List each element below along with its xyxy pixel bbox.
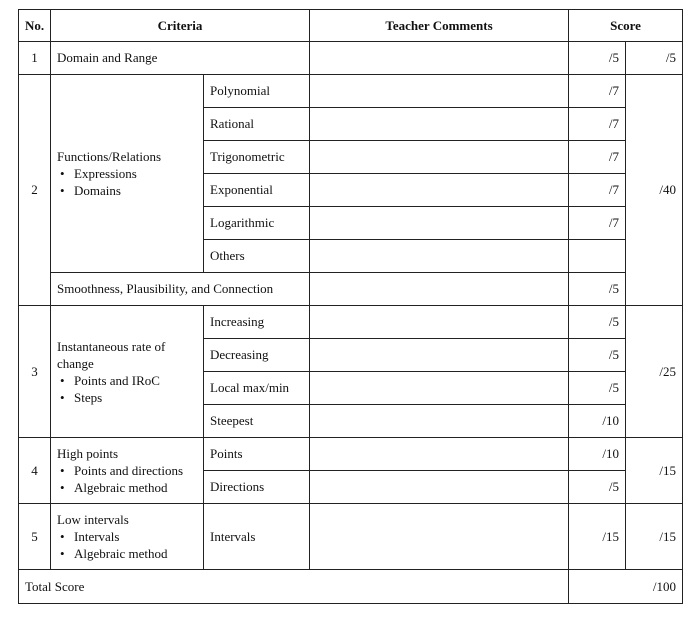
table-row xyxy=(19,306,683,339)
sub-criteria-cell: Rational xyxy=(204,108,310,141)
criteria-bullet: • Points and IRoC xyxy=(74,372,197,389)
criteria-bullet: • Algebraic method xyxy=(74,479,197,496)
score-cell: /7 xyxy=(569,75,626,108)
table-row xyxy=(19,438,683,471)
sub-criteria-cell: Increasing xyxy=(204,306,310,339)
row-number: 4 xyxy=(19,438,51,504)
score-cell: /5 xyxy=(569,372,626,405)
table-row xyxy=(19,504,683,570)
criteria-bullet-list xyxy=(57,528,197,562)
criteria-group-title: Low intervals xyxy=(57,512,129,527)
criteria-bullet: • Intervals xyxy=(74,528,197,545)
sub-criteria-cell: Polynomial xyxy=(204,75,310,108)
criteria-bullet: • Points and directions xyxy=(74,462,197,479)
score-cell xyxy=(569,240,626,273)
total-score-cell: /5 xyxy=(626,42,683,75)
criteria-bullet-list xyxy=(57,462,197,496)
sub-criteria-cell: Exponential xyxy=(204,174,310,207)
criteria-bullet-list xyxy=(57,165,197,199)
sub-criteria-cell: Trigonometric xyxy=(204,141,310,174)
sub-criteria-cell: Local max/min xyxy=(204,372,310,405)
score-cell: /7 xyxy=(569,141,626,174)
total-score-value: /100 xyxy=(569,570,683,604)
comment-cell[interactable] xyxy=(310,174,569,207)
sub-criteria-cell: Others xyxy=(204,240,310,273)
score-cell: /10 xyxy=(569,438,626,471)
row-number: 3 xyxy=(19,306,51,438)
header-teacher-comments: Teacher Comments xyxy=(310,10,569,42)
row-number: 2 xyxy=(19,75,51,306)
comment-cell[interactable] xyxy=(310,273,569,306)
criteria-bullet: • Expressions xyxy=(74,165,197,182)
header-score: Score xyxy=(569,10,683,42)
header-criteria: Criteria xyxy=(51,10,310,42)
total-score-cell: /25 xyxy=(626,306,683,438)
comment-cell[interactable] xyxy=(310,108,569,141)
score-cell: /5 xyxy=(569,273,626,306)
total-score-label: Total Score xyxy=(19,570,569,604)
comment-cell[interactable] xyxy=(310,405,569,438)
row-number: 5 xyxy=(19,504,51,570)
rubric-table xyxy=(18,9,683,604)
total-score-cell: /40 xyxy=(626,75,683,306)
header-row xyxy=(19,10,683,42)
comment-cell[interactable] xyxy=(310,471,569,504)
criteria-cell: Smoothness, Plausibility, and Connection xyxy=(51,273,310,306)
score-cell: /10 xyxy=(569,405,626,438)
total-row xyxy=(19,570,683,604)
score-cell: /15 xyxy=(569,504,626,570)
table-row xyxy=(19,75,683,108)
criteria-group-cell xyxy=(51,306,204,438)
table-row xyxy=(19,42,683,75)
sub-criteria-cell: Directions xyxy=(204,471,310,504)
sub-criteria-cell: Decreasing xyxy=(204,339,310,372)
comment-cell[interactable] xyxy=(310,306,569,339)
comment-cell[interactable] xyxy=(310,240,569,273)
row-number: 1 xyxy=(19,42,51,75)
score-cell: /5 xyxy=(569,339,626,372)
criteria-bullet-list xyxy=(57,372,197,406)
criteria-group-cell xyxy=(51,75,204,273)
comment-cell[interactable] xyxy=(310,438,569,471)
comment-cell[interactable] xyxy=(310,372,569,405)
total-score-cell: /15 xyxy=(626,438,683,504)
score-cell: /7 xyxy=(569,207,626,240)
comment-cell[interactable] xyxy=(310,42,569,75)
criteria-group-title: High points xyxy=(57,446,119,461)
score-cell: /5 xyxy=(569,471,626,504)
comment-cell[interactable] xyxy=(310,141,569,174)
table-row xyxy=(19,273,683,306)
criteria-group-title: Functions/Relations xyxy=(57,149,161,164)
score-cell: /7 xyxy=(569,108,626,141)
criteria-group-cell xyxy=(51,438,204,504)
total-score-cell: /15 xyxy=(626,504,683,570)
comment-cell[interactable] xyxy=(310,339,569,372)
criteria-group-title: Instantaneous rate of change xyxy=(57,338,166,371)
sub-criteria-cell: Points xyxy=(204,438,310,471)
comment-cell[interactable] xyxy=(310,504,569,570)
sub-criteria-cell: Intervals xyxy=(204,504,310,570)
sub-criteria-cell: Steepest xyxy=(204,405,310,438)
score-cell: /5 xyxy=(569,306,626,339)
criteria-bullet: • Steps xyxy=(74,389,197,406)
sub-criteria-cell: Logarithmic xyxy=(204,207,310,240)
comment-cell[interactable] xyxy=(310,207,569,240)
score-cell: /5 xyxy=(569,42,626,75)
comment-cell[interactable] xyxy=(310,75,569,108)
criteria-group-cell xyxy=(51,504,204,570)
criteria-cell: Domain and Range xyxy=(51,42,310,75)
criteria-bullet: • Domains xyxy=(74,182,197,199)
header-no: No. xyxy=(19,10,51,42)
score-cell: /7 xyxy=(569,174,626,207)
criteria-bullet: • Algebraic method xyxy=(74,545,197,562)
